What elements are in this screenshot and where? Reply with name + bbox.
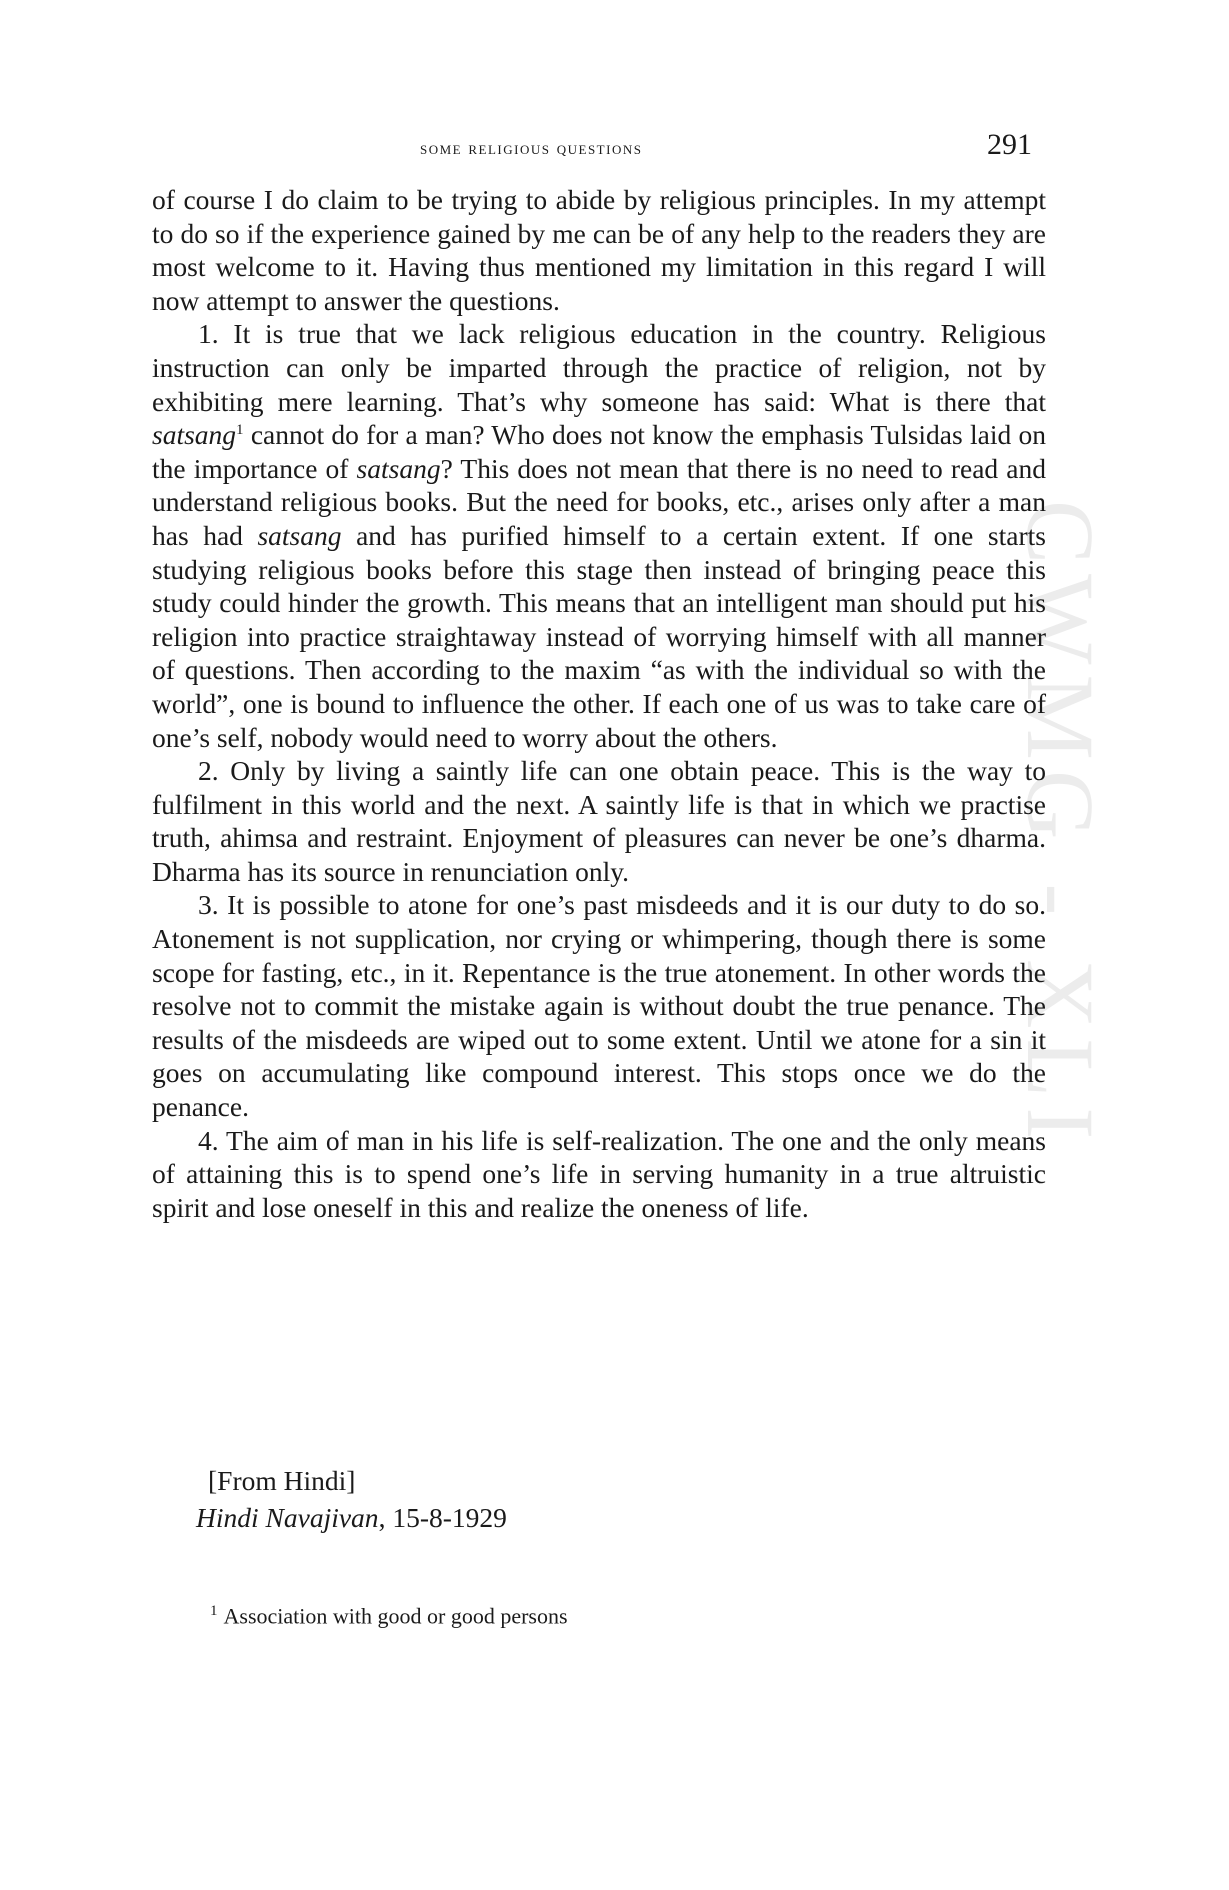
footnote-reference: 1 (236, 422, 244, 438)
answer-1-part-b: cannot do for a man? Who does not know the emphasis Tulsidas laid on the importance of (152, 419, 1046, 484)
page-header (152, 128, 1032, 168)
term-satsang: satsang (152, 419, 237, 451)
footnote (210, 1603, 568, 1629)
paragraph-answer-4: 4. The aim of man in his life is self-realization. The one and the only means of attaining this is to spend one’s life in serving humanity in a true altruistic spirit and lose oneself in this and realize the oneness of life. (152, 1124, 1046, 1223)
answer-1-part-a: 1. It is true that we lack religious education in the country. Religious instruction can only be imparted through the practice of religion, not by exhibiting mere learning. That’s why someone has said: What is there that (152, 318, 1046, 417)
term-satsang: satsang (257, 519, 342, 551)
translation-note: [From Hindi] (208, 1465, 356, 1496)
answer-1-part-c: ? This does not mean that there is no need to read and understand religious books. But the need for books, etc., arises only after a man has had (152, 452, 1046, 551)
running-title: some religious questions (420, 138, 643, 159)
publication-citation (196, 1502, 507, 1534)
watermark: CWMG - XLI (1007, 500, 1114, 1150)
paragraph-answer-3: 3. It is possible to atone for one’s past misdeeds and it is our duty to do so. Atonement is not supplication, nor crying or whimpering, though there is some scope for fasting, etc., in it. Repentance is the true atonement. In other words the resolve not to commit the mistake again is without doubt the true penance. The results of the misdeeds are wiped out to some extent. Until we atone for a sin it goes on accumulating like compound interest. This stops once we do the penance. (152, 889, 1046, 1123)
footnote-text: Association with good or good persons (223, 1603, 568, 1629)
publication-date: , 15-8-1929 (378, 1502, 507, 1533)
publication-name: Hindi Navajivan (196, 1502, 379, 1533)
paragraph-answer-2: 2. Only by living a saintly life can one obtain peace. This is the way to fulfilment in this world and the next. A saintly life is that in which we practise truth, ahimsa and restraint. Enjoyment of pleasures can never be one’s dharma. Dharma has its source in renunciation only. (152, 755, 1046, 887)
paragraph-answer-1 (152, 317, 1046, 754)
body-text (152, 183, 1046, 1224)
term-satsang: satsang (356, 452, 441, 484)
footnote-mark: 1 (210, 1603, 218, 1619)
paragraph-intro: of course I do claim to be trying to abide by religious principles. In my attempt to do so if the experience gained by me can be of any help to the readers they are most welcome to it. Having thus mentioned my limitation in this regard I will now attempt to answer the questions. (152, 184, 1046, 316)
page-number: 291 (987, 128, 1032, 161)
answer-1-part-d: and has purified himself to a certain extent. If one starts studying religious books before this stage then instead of bringing peace this study could hinder the growth. This means that an intelligent man should put his religion into practice straightaway instead of worrying himself with all manner of questions. Then according to the maxim “as with the individual so with the world”, one is bound to influence the other. If each one of us was to take care of one’s self, nobody would need to worry about the others. (152, 519, 1046, 753)
